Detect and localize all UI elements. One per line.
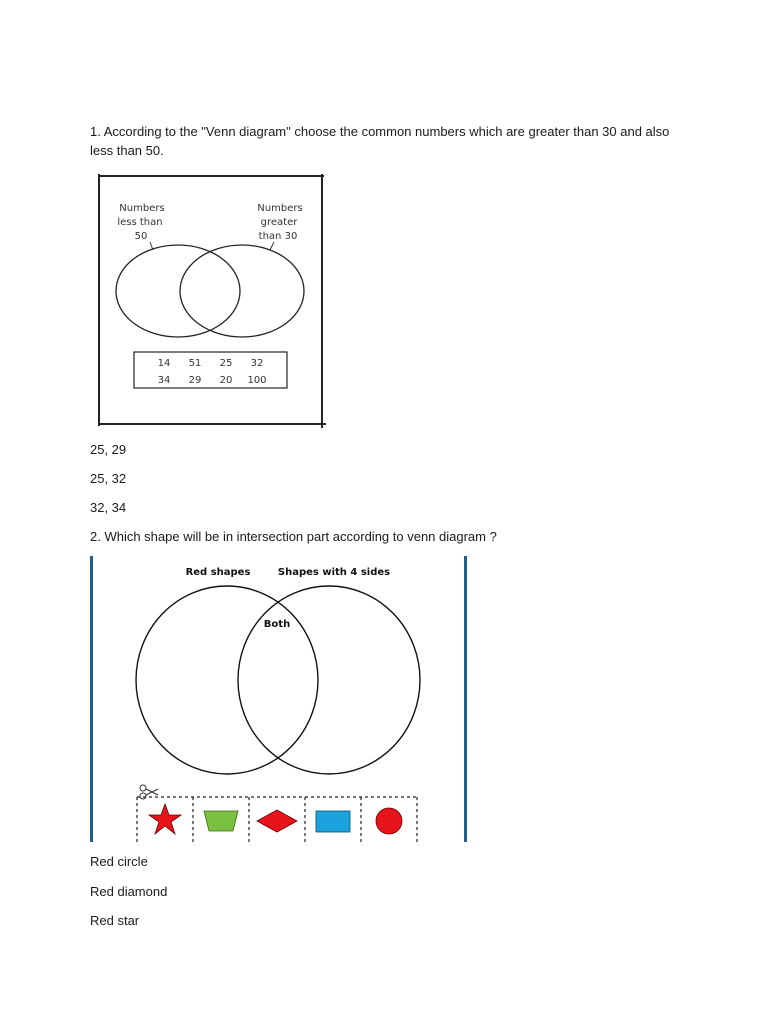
red-diamond-icon bbox=[257, 810, 297, 832]
four-sides-circle bbox=[238, 586, 420, 774]
both-label: Both bbox=[263, 619, 291, 630]
red-circle-icon bbox=[376, 808, 402, 834]
left-label-line1: Numbers bbox=[119, 203, 165, 214]
number-cell: 34 bbox=[157, 375, 171, 386]
q1-option-2[interactable]: 25, 32 bbox=[90, 471, 127, 486]
left-venn-circle bbox=[116, 245, 240, 337]
blue-rectangle-icon bbox=[316, 811, 350, 832]
right-pointer-line bbox=[270, 242, 274, 250]
frame-right-bar bbox=[464, 556, 467, 842]
red-shapes-label: Red shapes bbox=[185, 567, 251, 578]
number-cell: 14 bbox=[157, 358, 171, 369]
right-label-line2: greater bbox=[260, 217, 298, 228]
right-label-line1: Numbers bbox=[257, 203, 303, 214]
frame-left-bar bbox=[90, 556, 93, 842]
number-cell: 25 bbox=[219, 358, 233, 369]
green-trapezoid-icon bbox=[204, 811, 238, 831]
q2-option-1[interactable]: Red circle bbox=[90, 854, 148, 869]
venn-diagram-shapes bbox=[90, 554, 468, 844]
four-sides-label: Shapes with 4 sides bbox=[277, 567, 391, 578]
red-shapes-circle bbox=[136, 586, 318, 774]
right-label-line3: than 30 bbox=[258, 231, 298, 242]
number-cell: 100 bbox=[247, 375, 267, 386]
left-label-line3: 50 bbox=[134, 231, 148, 242]
number-cell: 32 bbox=[250, 358, 264, 369]
q1-option-1[interactable]: 25, 29 bbox=[90, 442, 127, 457]
number-cell: 20 bbox=[219, 375, 233, 386]
right-venn-circle bbox=[180, 245, 304, 337]
q2-option-3[interactable]: Red star bbox=[90, 913, 140, 928]
question-1-text: 1. According to the "Venn diagram" choose the common numbers which are greater than 30 and also less than 50. bbox=[90, 124, 670, 158]
red-star-icon bbox=[149, 804, 181, 834]
question-2-text: 2. Which shape will be in intersection part according to venn diagram ? bbox=[90, 529, 497, 544]
number-cell: 29 bbox=[188, 375, 202, 386]
left-label-line2: less than bbox=[117, 217, 163, 228]
venn-diagram-numbers bbox=[98, 170, 326, 430]
q1-option-3[interactable]: 32, 34 bbox=[90, 500, 127, 515]
number-cell: 51 bbox=[188, 358, 202, 369]
q2-option-2[interactable]: Red diamond bbox=[90, 884, 168, 899]
